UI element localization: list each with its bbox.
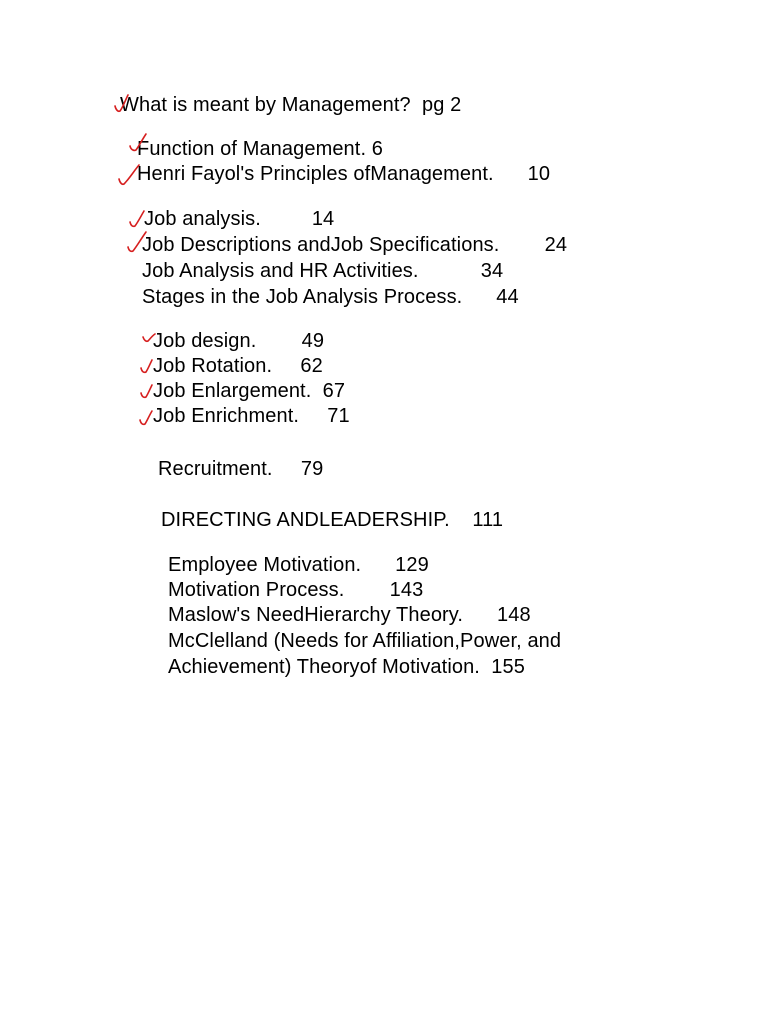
toc-entry-job-descriptions: Job Descriptions andJob Specifications. 24 <box>142 234 568 256</box>
toc-entry-job-enrichment: Job Enrichment. 71 <box>153 405 350 427</box>
check-mark-icon <box>139 377 165 403</box>
check-mark-icon <box>141 327 167 353</box>
toc-entry-job-design: Job design. 49 <box>153 330 325 352</box>
toc-entry-directing-leadership: DIRECTING ANDLEADERSHIP. 111 <box>161 509 504 531</box>
toc-entry-job-rotation: Job Rotation. 62 <box>153 355 323 377</box>
check-mark-icon <box>128 132 154 158</box>
toc-entry-mcclelland-theory-line1: McClelland (Needs for Affiliation,Power, and <box>168 630 562 652</box>
toc-entry-maslow-theory: Maslow's NeedHierarchy Theory. 148 <box>168 604 531 626</box>
check-mark-icon <box>117 161 143 187</box>
toc-entry-job-analysis-hr: Job Analysis and HR Activities. 34 <box>142 260 504 282</box>
check-mark-icon <box>128 206 154 232</box>
check-mark-icon <box>113 92 139 118</box>
toc-entry-fayol-principles: Henri Fayol's Principles ofManagement. 10 <box>137 163 551 185</box>
check-mark-icon <box>139 352 165 378</box>
check-mark-icon <box>138 402 164 428</box>
toc-entry-recruitment: Recruitment. 79 <box>158 458 324 480</box>
check-mark-icon <box>126 230 152 256</box>
toc-entry-job-enlargement: Job Enlargement. 67 <box>153 380 346 402</box>
toc-entry-job-analysis-stages: Stages in the Job Analysis Process. 44 <box>142 286 519 308</box>
toc-entry-management: What is meant by Management? pg 2 <box>120 94 462 116</box>
toc-entry-mcclelland-theory-line2: Achievement) Theoryof Motivation. 155 <box>168 656 525 678</box>
toc-entry-motivation-process: Motivation Process. 143 <box>168 579 424 601</box>
toc-entry-job-analysis: Job analysis. 14 <box>144 208 335 230</box>
toc-entry-employee-motivation: Employee Motivation. 129 <box>168 554 429 576</box>
toc-entry-function-of-management: Function of Management. 6 <box>137 138 383 160</box>
